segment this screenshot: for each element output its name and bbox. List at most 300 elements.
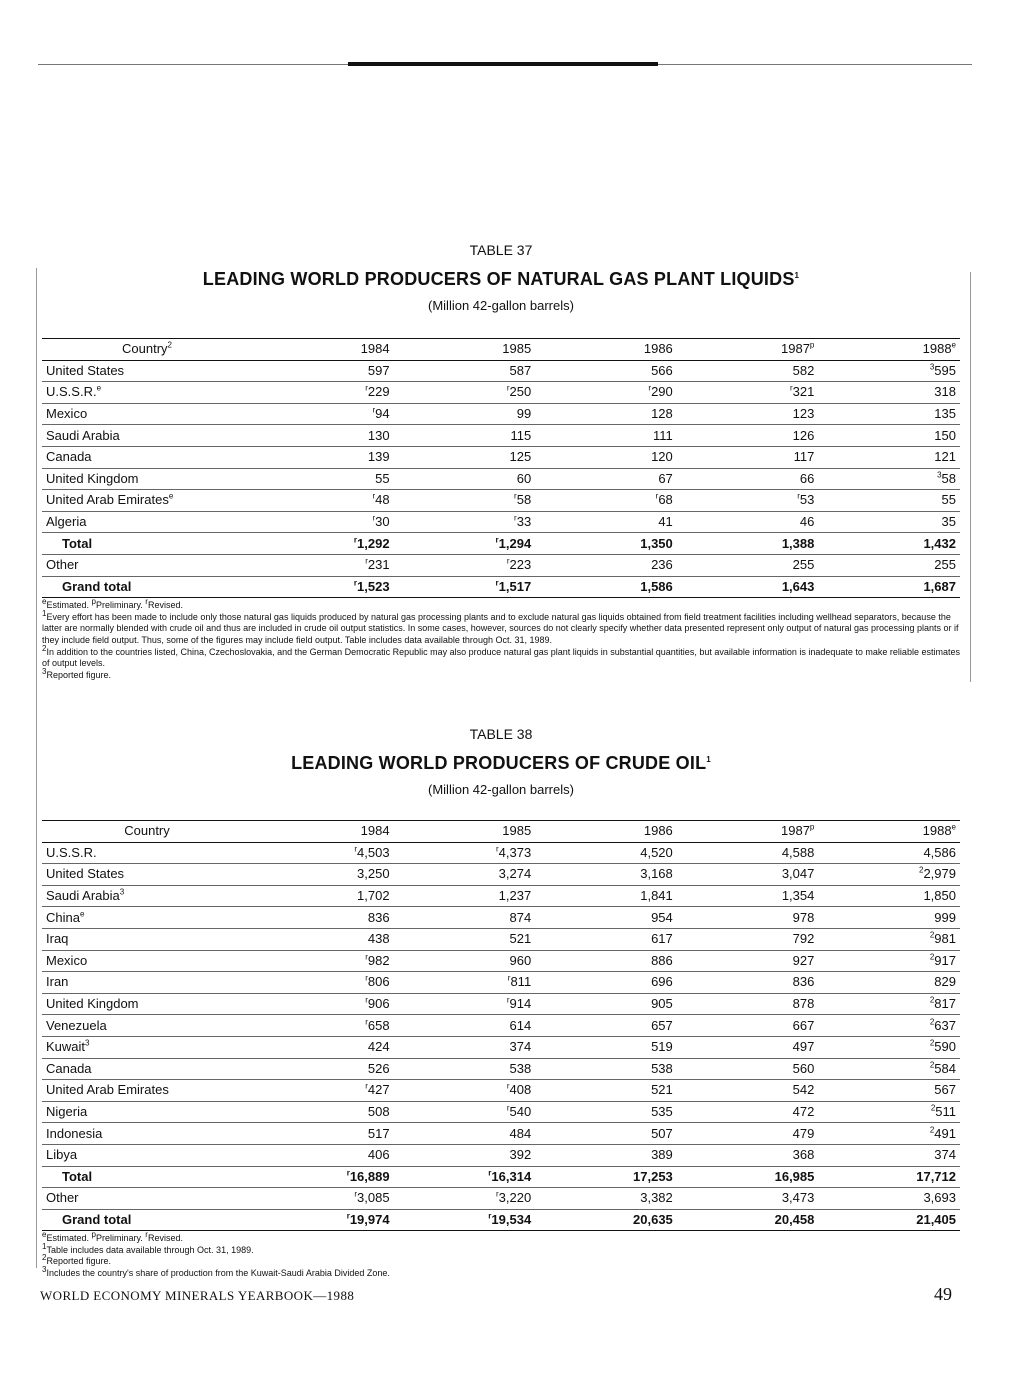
value-text: 538 [651,1060,673,1076]
value-cell [535,928,677,950]
value-text: 19,974 [349,1211,390,1227]
value-footnote-mark: r [506,995,510,1005]
country-name: United Arab Emirates [46,492,169,508]
value-cell [677,1080,819,1102]
footnote [42,1253,960,1268]
value-cell [535,1080,677,1102]
header-label: 1987 [781,341,810,357]
title-footnote-mark: 1 [706,755,711,764]
country-name: Grand total [62,1211,132,1227]
value-footnote-mark: r [495,578,499,588]
value-text: 427 [367,1082,390,1098]
value-cell [535,446,677,468]
footnote-text: Includes the country's share of production from the Kuwait-Saudi Arabia Divided Zone. [46,1268,390,1279]
value-text: 125 [509,449,532,465]
value-cell [535,1209,677,1231]
country-footnote-mark: e [96,384,102,394]
country-cell [42,907,252,929]
country-cell [42,382,252,404]
table-notes [42,597,960,681]
country-name: United Kingdom [46,996,139,1012]
value-text: 58 [941,470,956,486]
country-header [42,339,252,361]
value-text: 2,979 [923,866,956,882]
value-cell [677,842,819,864]
value-cell [677,1144,819,1166]
value-cell [535,554,677,576]
value-text: 917 [934,952,956,968]
table-row [42,1188,960,1210]
value-cell [818,533,960,555]
value-cell [394,1209,536,1231]
value-text: 1,586 [640,578,673,594]
page-number: 49 [934,1284,952,1304]
value-footnote-mark: 2 [929,930,935,940]
value-cell [535,533,677,555]
value-text: 120 [651,449,673,465]
footnote [42,643,960,670]
value-text: 507 [651,1125,673,1141]
table-row [42,1101,960,1123]
value-text: 374 [509,1039,532,1055]
value-cell [252,554,394,576]
value-text: 521 [509,931,532,947]
value-cell [818,554,960,576]
value-cell [252,1015,394,1037]
value-cell [252,1123,394,1145]
value-cell [535,1101,677,1123]
left-margin-rule [36,268,37,1268]
value-text: 67 [658,470,673,486]
value-text: 696 [651,974,673,990]
value-cell [535,576,677,598]
value-text: 4,503 [357,844,390,860]
value-cell [394,554,536,576]
country-name: Mexico [46,406,88,422]
table-row [42,554,960,576]
value-text: 123 [792,406,815,422]
footnote-text: Every effort has been made to include only those natural gas liquids produced by natural gas processing plants and to exclude natural gas liquids obtained from field treatment facilities including wellhead separators, because the latter are normally blended with crude oil and thus are included in crude oil output statistics. In some cases, however, sources do not clearly specify whether data presented represent only output of natural gas processing plants or if they include field output. Thus, some of the figures may include field output. Table includes data available through Oct. 31, 1989. [42,611,959,645]
footnote-mark: 3 [42,666,47,676]
value-footnote-mark: r [797,492,800,502]
value-text: 542 [792,1082,815,1098]
value-text: 48 [375,492,390,508]
value-text: 19,534 [491,1211,532,1227]
value-text: 20,458 [774,1211,815,1227]
value-cell [535,511,677,533]
value-text: 1,517 [498,578,532,594]
value-cell [394,885,536,907]
value-footnote-mark: r [353,578,358,588]
country-name: Iran [46,974,69,990]
value-text: 811 [510,974,532,990]
value-text: 389 [651,1147,673,1163]
value-text: 55 [375,470,390,486]
value-text: 567 [934,1082,956,1098]
value-cell [818,1080,960,1102]
footnote [42,1230,960,1245]
value-cell [394,1123,536,1145]
table-row [42,928,960,950]
value-footnote-mark: r [506,556,510,566]
value-footnote-mark: 3 [929,362,935,372]
value-text: 954 [651,909,673,925]
country-name: Total [62,1168,93,1184]
value-footnote-mark: r [514,492,517,502]
country-cell [42,864,252,886]
value-cell [535,885,677,907]
value-cell [818,425,960,447]
country-cell [42,1080,252,1102]
country-cell [42,993,252,1015]
value-cell [535,490,677,512]
value-text: 637 [934,1017,956,1033]
value-text: 657 [651,1017,673,1033]
value-text: 236 [651,557,673,573]
value-text: 255 [792,557,815,573]
value-text: 1,237 [498,888,532,904]
value-text: 511 [935,1104,956,1120]
value-text: 4,588 [781,844,815,860]
footnote-mark: 1 [42,608,47,618]
value-cell [818,403,960,425]
value-text: 4,520 [640,844,673,860]
footnote-text: In addition to the countries listed, China, Czechoslovakia, and the German Democratic Republic may also produce natural gas plant liquids in substantial quantities, but available information is inadequate to make reliable estimates of output levels. [42,646,960,669]
country-name: United States [46,866,125,882]
value-cell [818,1166,960,1188]
value-text: 20,635 [633,1211,673,1227]
value-text: 250 [509,384,532,400]
value-cell [818,1209,960,1231]
value-text: 497 [792,1039,815,1055]
footnote [42,1241,960,1257]
value-cell [677,972,819,994]
value-cell [677,360,819,382]
data-table [42,338,960,598]
value-text: 368 [792,1147,815,1163]
value-cell [535,1058,677,1080]
value-cell [394,950,536,972]
value-text: 321 [792,384,815,400]
country-cell [42,576,252,598]
value-text: 66 [799,470,815,486]
header-label: 1986 [643,341,673,357]
value-text: 836 [792,974,815,990]
footnote [42,666,960,682]
value-text: 1,350 [640,535,673,551]
value-text: 231 [367,557,390,573]
value-cell [818,1123,960,1145]
table-subtitle: (Million 42-gallon barrels) [428,298,574,313]
value-footnote-mark: 2 [929,1038,935,1048]
footnote [42,597,960,612]
footnote-text: Revised. [147,600,183,611]
table-row [42,446,960,468]
country-name: Canada [46,449,92,465]
value-text: 927 [792,952,815,968]
value-cell [818,1015,960,1037]
country-cell [42,1101,252,1123]
value-text: 94 [375,406,390,422]
value-text: 1,850 [923,888,956,904]
value-footnote-mark: r [365,995,368,1005]
top-rule-accent [348,62,658,66]
value-footnote-mark: r [353,535,358,545]
value-text: 438 [367,931,390,947]
value-text: 906 [367,996,390,1012]
year-header [394,339,536,361]
value-text: 582 [792,362,815,378]
value-cell [818,885,960,907]
value-text: 517 [367,1125,390,1141]
value-cell [252,1144,394,1166]
value-text: 472 [792,1104,815,1120]
value-text: 521 [651,1082,673,1098]
value-text: 914 [509,996,532,1012]
value-cell [535,382,677,404]
country-footnote-mark: e [168,492,174,502]
value-cell [818,490,960,512]
value-footnote-mark: r [488,1211,492,1221]
value-text: 3,250 [357,866,390,882]
value-cell [252,511,394,533]
value-text: 139 [367,449,390,465]
value-cell [252,576,394,598]
value-cell [677,1209,819,1231]
table-row [42,1058,960,1080]
footnote-mark: 3 [42,1265,47,1275]
value-text: 590 [934,1039,956,1055]
value-text: 479 [792,1125,815,1141]
value-cell [252,1101,394,1123]
value-cell [252,1188,394,1210]
header-footnote-mark: 2 [167,340,172,350]
value-footnote-mark: r [506,1103,510,1113]
value-footnote-mark: r [365,1017,368,1027]
value-footnote-mark: r [495,1190,499,1200]
value-footnote-mark: 2 [919,866,924,876]
value-cell [252,1209,394,1231]
country-cell [42,1144,252,1166]
footnote-text: Preliminary. [95,1233,146,1244]
table-row [42,490,960,512]
value-text: 829 [934,974,956,990]
value-footnote-mark: r [354,844,358,854]
country-cell [42,360,252,382]
value-text: 836 [367,909,390,925]
country-cell [42,1188,252,1210]
value-cell [677,533,819,555]
value-text: 46 [799,514,815,530]
value-cell [394,864,536,886]
country-name: Algeria [46,514,87,530]
value-cell [677,993,819,1015]
country-name: Mexico [46,952,88,968]
value-text: 1,702 [357,888,390,904]
value-cell [252,360,394,382]
value-cell [252,1036,394,1058]
footnote-text: Estimated. [46,1233,92,1244]
country-name: Libya [46,1147,78,1163]
right-margin-rule [970,272,971,682]
value-footnote-mark: 2 [929,952,935,962]
country-name: Canada [46,1060,92,1076]
year-header [252,821,394,843]
country-name: United Kingdom [46,470,139,486]
value-cell [252,842,394,864]
footnote-mark: 1 [42,1241,47,1251]
country-cell [42,425,252,447]
value-cell [252,1058,394,1080]
value-cell [818,1188,960,1210]
value-text: 526 [367,1060,390,1076]
value-cell [252,446,394,468]
table-row [42,425,960,447]
header-row [42,821,960,843]
table-row [42,950,960,972]
value-text: 3,220 [498,1190,532,1206]
value-footnote-mark: 2 [930,1103,936,1113]
value-text: 55 [941,492,956,508]
value-cell [818,382,960,404]
year-header [252,339,394,361]
value-text: 223 [509,557,532,573]
table-body [42,360,960,598]
value-text: 41 [658,514,673,530]
value-footnote-mark: r [365,1082,368,1092]
country-name: Nigeria [46,1104,88,1120]
value-text: 535 [651,1104,673,1120]
value-cell [252,1166,394,1188]
value-cell [535,864,677,886]
value-text: 290 [651,384,673,400]
value-cell [535,907,677,929]
value-footnote-mark: r [372,492,376,502]
value-cell [677,446,819,468]
total-row [42,1209,960,1231]
footnote-mark: p [91,1230,96,1240]
value-text: 255 [934,557,956,573]
value-footnote-mark: r [365,974,368,984]
table-row [42,1123,960,1145]
country-cell [42,511,252,533]
country-cell [42,490,252,512]
country-name: Venezuela [46,1017,107,1033]
value-footnote-mark: 2 [929,1060,935,1070]
value-text: 491 [934,1125,956,1141]
table-caption: TABLE 37 [469,242,533,258]
value-footnote-mark: r [655,492,659,502]
value-cell [818,993,960,1015]
value-text: 3,274 [498,866,532,882]
value-cell [677,1036,819,1058]
header-label: 1985 [502,823,532,839]
value-text: 68 [658,492,673,508]
value-text: 617 [651,931,673,947]
value-footnote-mark: r [372,405,376,415]
year-header [818,821,960,843]
value-text: 484 [509,1125,532,1141]
country-cell [42,972,252,994]
table-row [42,907,960,929]
value-text: 53 [799,492,815,508]
value-cell [535,972,677,994]
value-footnote-mark: r [354,1190,358,1200]
country-footnote-mark: 3 [85,1038,90,1048]
value-cell [535,993,677,1015]
country-name: Indonesia [46,1125,103,1141]
country-cell [42,1058,252,1080]
value-text: 508 [367,1104,390,1120]
table-caption: TABLE 38 [469,726,533,742]
value-cell [677,1101,819,1123]
value-text: 58 [516,492,532,508]
value-cell [394,1015,536,1037]
table-header [42,821,960,843]
country-name: Total [62,535,93,551]
header-label: 1984 [360,341,390,357]
country-name: Other [46,557,79,573]
value-text: 817 [934,996,956,1012]
value-cell [394,1080,536,1102]
country-header [42,821,252,843]
footnote-mark: r [145,1230,148,1240]
value-footnote-mark: r [648,384,652,394]
country-cell [42,950,252,972]
footnote-text: Revised. [147,1233,183,1244]
value-text: 614 [509,1017,532,1033]
value-footnote-mark: r [790,384,793,394]
value-footnote-mark: r [346,1168,350,1178]
footnote-mark: e [42,1230,47,1240]
value-text: 424 [367,1039,390,1055]
value-cell [677,1015,819,1037]
value-cell [252,972,394,994]
header-footnote-mark: e [951,340,956,350]
table-row [42,842,960,864]
value-cell [394,490,536,512]
value-cell [677,950,819,972]
value-cell [252,382,394,404]
value-text: 115 [510,427,532,443]
value-cell [252,533,394,555]
value-cell [394,928,536,950]
value-cell [677,928,819,950]
value-cell [818,468,960,490]
year-header [394,821,536,843]
table-row [42,1144,960,1166]
value-cell [252,403,394,425]
data-table [42,820,960,1231]
value-cell [535,1166,677,1188]
value-cell [818,1101,960,1123]
table-row [42,403,960,425]
value-cell [394,403,536,425]
value-cell [394,907,536,929]
footnote-text: Preliminary. [95,600,146,611]
value-footnote-mark: r [506,384,510,394]
value-cell [818,1144,960,1166]
header-label: 1987 [781,823,810,839]
value-text: 1,388 [781,535,815,551]
country-cell [42,1209,252,1231]
value-text: 1,687 [923,578,956,594]
value-cell [535,1188,677,1210]
table-row [42,885,960,907]
value-cell [394,425,536,447]
footnote [42,1265,960,1280]
value-cell [252,468,394,490]
